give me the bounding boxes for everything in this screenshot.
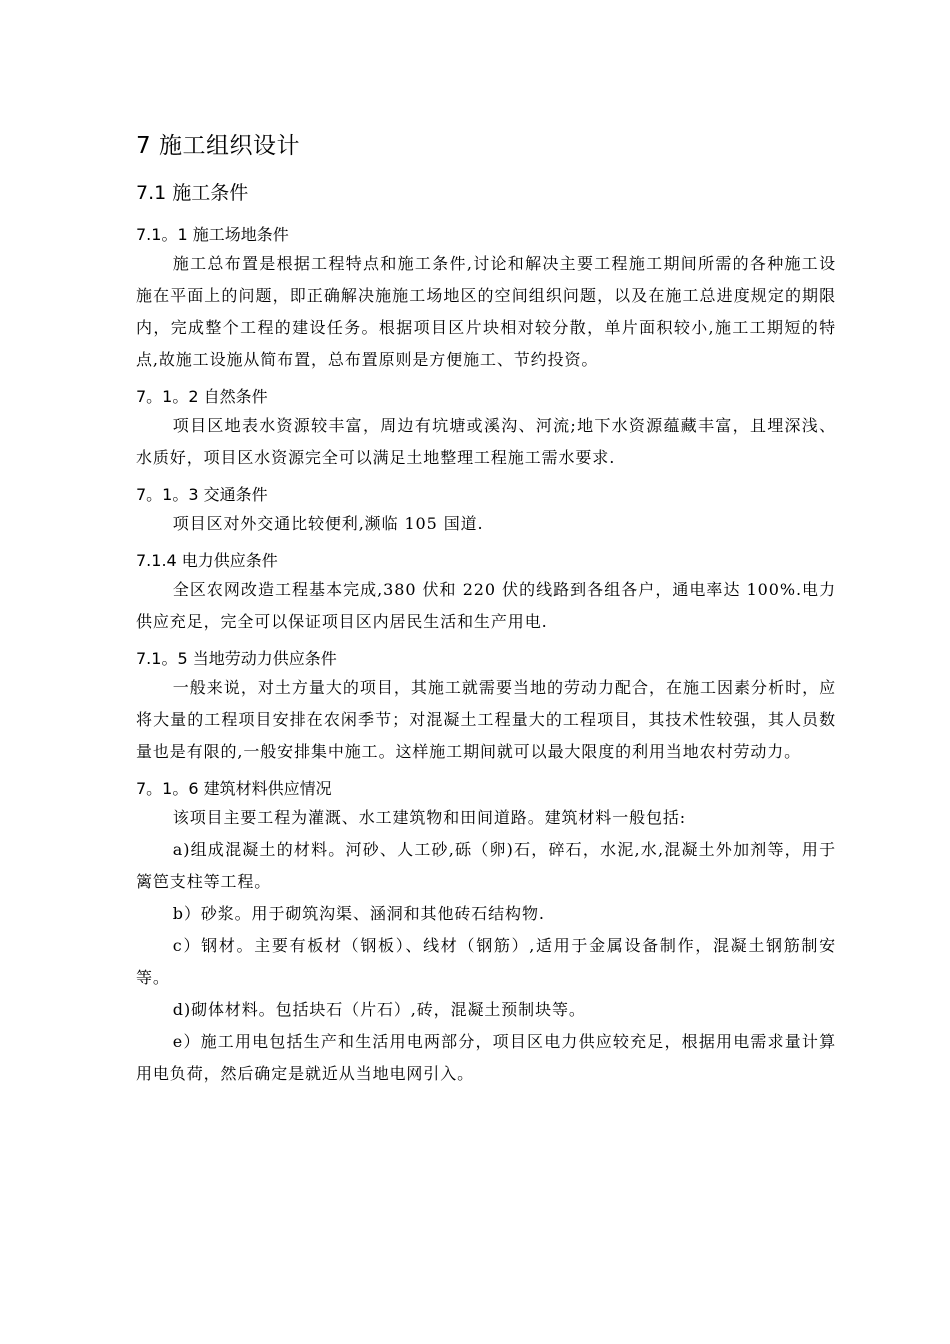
list-item: c）钢材。主要有板材（钢板）、线材（钢筋）,适用于金属设备制作，混凝土钢筋制安等。 bbox=[136, 936, 836, 987]
subsection-labor-supply bbox=[136, 646, 836, 768]
list-item: d)砌体材料。包括块石（片石）,砖，混凝土预制块等。 bbox=[172, 1000, 586, 1019]
subsection-heading: 7.1。1 施工场地条件 bbox=[136, 225, 289, 244]
subsection-site-conditions bbox=[136, 222, 836, 376]
paragraph: 该项目主要工程为灌溉、水工建筑物和田间道路。建筑材料一般包括: bbox=[172, 808, 687, 827]
list-item: b）砂浆。用于砌筑沟渠、涵洞和其他砖石结构物. bbox=[172, 904, 545, 923]
subsection-natural-conditions bbox=[136, 384, 836, 474]
list-item: a)组成混凝土的材料。河砂、人工砂,砾（卵)石，碎石，水泥,水,混凝土外加剂等，用于篱笆支柱等工程。 bbox=[136, 840, 836, 891]
subsection-heading: 7。1。2 自然条件 bbox=[136, 387, 268, 406]
paragraph: 项目区地表水资源较丰富，周边有坑塘或溪沟、河流;地下水资源蕴藏丰富，且埋深浅、水质好，项目区水资源完全可以满足土地整理工程施工需水要求. bbox=[136, 416, 836, 467]
paragraph: 项目区对外交通比较便利,濒临 105 国道. bbox=[172, 514, 484, 533]
list-item: e）施工用电包括生产和生活用电两部分，项目区电力供应较充足，根据用电需求量计算用电负荷，然后确定是就近从当地电网引入。 bbox=[136, 1032, 836, 1083]
subsection-heading: 7。1。3 交通条件 bbox=[136, 485, 268, 504]
subsection-heading: 7。1。6 建筑材料供应情况 bbox=[136, 779, 332, 798]
subsection-heading: 7.1。5 当地劳动力供应条件 bbox=[136, 649, 337, 668]
section-title: 7.1 施工条件 bbox=[136, 182, 249, 204]
subsection-power-supply bbox=[136, 548, 836, 638]
document-body bbox=[136, 128, 836, 1090]
chapter-title: 7 施工组织设计 bbox=[136, 133, 300, 159]
subsection-traffic-conditions bbox=[136, 482, 836, 540]
subsection-material-supply bbox=[136, 776, 836, 1090]
paragraph: 一般来说，对土方量大的项目，其施工就需要当地的劳动力配合，在施工因素分析时，应将大量的工程项目安排在农闲季节；对混凝土工程量大的工程项目，其技术性较强，其人员数量也是有限的,一般安排集中施工。这样施工期间就可以最大限度的利用当地农村劳动力。 bbox=[136, 678, 836, 761]
subsection-heading: 7.1.4 电力供应条件 bbox=[136, 551, 278, 570]
paragraph: 全区农网改造工程基本完成,380 伏和 220 伏的线路到各组各户，通电率达 100%.电力供应充足，完全可以保证项目区内居民生活和生产用电. bbox=[136, 580, 836, 631]
paragraph: 施工总布置是根据工程特点和施工条件,讨论和解决主要工程施工期间所需的各种施工设施在平面上的问题，即正确解决施施工场地区的空间组织问题，以及在施工总进度规定的期限内，完成整个工程的建设任务。根据项目区片块相对较分散，单片面积较小,施工工期短的特点,故施工设施从简布置，总布置原则是方便施工、节约投资。 bbox=[136, 254, 836, 369]
